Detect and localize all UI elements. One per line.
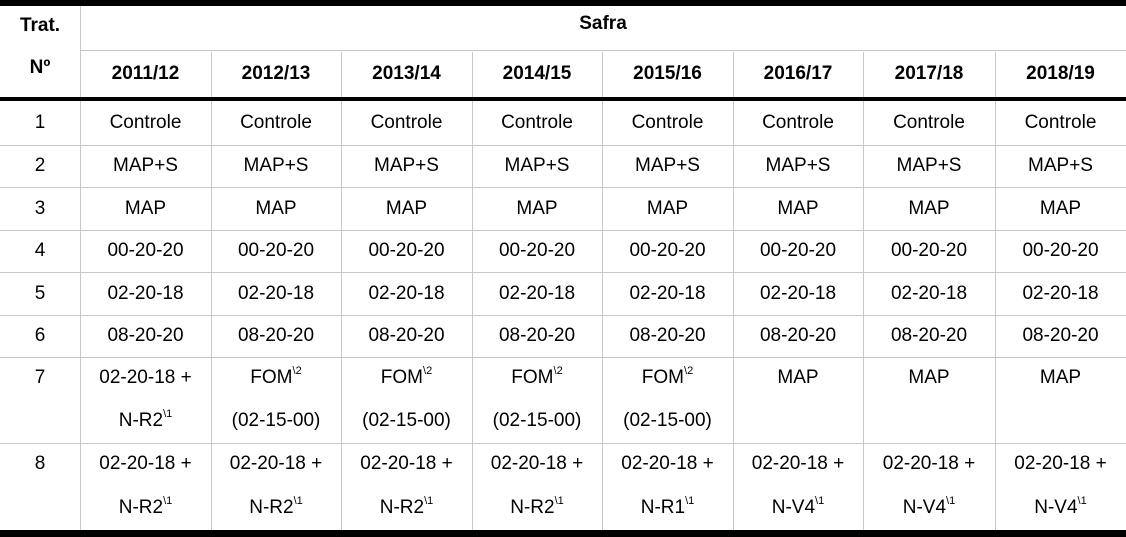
year-header: 2011/12 bbox=[111, 63, 180, 84]
cell-text: N-V4 bbox=[1034, 496, 1078, 518]
treatment-number: 6 bbox=[34, 325, 46, 346]
column-divider bbox=[211, 52, 212, 97]
table-cell-line1 bbox=[472, 443, 602, 485]
table-cell: 02-20-18 bbox=[498, 282, 576, 304]
table-cell-line2 bbox=[472, 399, 602, 443]
table-cell: 02-20-18 bbox=[629, 282, 706, 304]
table-cell: MAP bbox=[516, 197, 558, 219]
table-cell: MAP+S bbox=[1028, 155, 1093, 176]
table-cell-line1 bbox=[995, 443, 1126, 485]
footnote-marker: \2 bbox=[292, 365, 302, 377]
table-cell: Controle bbox=[370, 112, 443, 133]
table-cell: MAP bbox=[385, 197, 428, 219]
footnote-marker: \1 bbox=[1077, 494, 1087, 507]
table-cell: 02-20-18 bbox=[759, 282, 837, 304]
table-cell: MAP+S bbox=[504, 155, 570, 176]
footnote-marker: \1 bbox=[163, 408, 173, 420]
treatment-number: 7 bbox=[34, 367, 46, 388]
column-divider bbox=[472, 52, 473, 97]
table-cell: 00-20-20 bbox=[498, 240, 576, 261]
table-cell: MAP bbox=[908, 367, 950, 388]
table-cell: 08-20-20 bbox=[890, 325, 968, 346]
year-header: 2015/16 bbox=[633, 63, 702, 84]
table-cell: MAP+S bbox=[374, 155, 439, 176]
footnote-marker: \1 bbox=[424, 494, 434, 507]
column-divider bbox=[995, 52, 996, 97]
cell-text: (02-15-00) bbox=[362, 410, 451, 431]
cell-text: 02-20-18 + bbox=[882, 453, 976, 474]
year-header: 2014/15 bbox=[502, 63, 572, 84]
footnote-marker: \1 bbox=[815, 494, 825, 507]
year-header: 2013/14 bbox=[372, 63, 441, 84]
year-header: 2012/13 bbox=[241, 63, 311, 84]
cell-text: FOM bbox=[380, 367, 424, 388]
table-cell-line2 bbox=[995, 485, 1126, 530]
year-header: 2017/18 bbox=[894, 63, 964, 84]
column-divider bbox=[863, 52, 864, 97]
table-cell: MAP bbox=[1039, 197, 1082, 219]
footnote-marker: \2 bbox=[553, 365, 563, 377]
cell-text: 02-20-18 + bbox=[621, 453, 714, 474]
footnote-marker: \2 bbox=[423, 365, 433, 377]
table-cell-line2 bbox=[863, 485, 995, 530]
table-cell: 02-20-18 bbox=[237, 282, 315, 304]
table-cell: MAP+S bbox=[765, 155, 831, 176]
footnote-marker: \1 bbox=[946, 494, 956, 507]
footnote-marker: \2 bbox=[684, 365, 694, 377]
column-divider bbox=[341, 52, 342, 97]
cell-text: 02-20-18 + bbox=[1014, 453, 1107, 474]
table-cell-line1 bbox=[602, 357, 733, 399]
number-header: Nº bbox=[29, 57, 51, 78]
table-cell-line1 bbox=[80, 443, 211, 485]
table-cell: 00-20-20 bbox=[759, 240, 837, 261]
table-cell-line1 bbox=[211, 443, 341, 485]
cell-text: (02-15-00) bbox=[231, 410, 321, 431]
table-cell: 00-20-20 bbox=[890, 240, 968, 261]
table-cell: Controle bbox=[762, 112, 834, 133]
table-cell: 00-20-20 bbox=[107, 240, 184, 261]
table-cell: MAP bbox=[908, 197, 950, 219]
table-cell: Controle bbox=[109, 112, 182, 133]
cell-text: N-V4 bbox=[771, 496, 816, 518]
table-cell-line2 bbox=[211, 485, 341, 530]
table-cell: Controle bbox=[631, 112, 704, 133]
table-cell: MAP bbox=[646, 197, 689, 219]
table-cell-line1 bbox=[341, 443, 472, 485]
treatment-number: 3 bbox=[34, 197, 46, 219]
table-cell: 08-20-20 bbox=[1022, 325, 1099, 346]
table-cell: 02-20-18 bbox=[890, 282, 968, 304]
table-cell: 08-20-20 bbox=[759, 325, 837, 346]
table-cell-line2 bbox=[602, 399, 733, 443]
table-cell: Controle bbox=[240, 112, 312, 133]
table-bottom-rule bbox=[0, 530, 1126, 537]
table-cell: 02-20-18 bbox=[368, 282, 445, 304]
treatment-number: 2 bbox=[34, 155, 46, 176]
cell-text: 02-20-18 + bbox=[99, 453, 192, 474]
treatment-number: 4 bbox=[34, 240, 46, 261]
treatment-number: 5 bbox=[34, 282, 46, 304]
cell-text: N-R2 bbox=[249, 496, 294, 518]
table-cell: MAP+S bbox=[635, 155, 700, 176]
cell-text: N-V4 bbox=[902, 496, 947, 518]
footnote-marker: \1 bbox=[163, 494, 173, 507]
table-cell-line2 bbox=[211, 399, 341, 443]
column-divider bbox=[733, 52, 734, 97]
table-cell: MAP bbox=[1039, 367, 1082, 388]
table-cell: MAP bbox=[777, 367, 819, 388]
table-cell-line1 bbox=[341, 357, 472, 399]
table-cell: MAP bbox=[124, 197, 167, 219]
table-cell: Controle bbox=[1024, 112, 1097, 133]
table-cell: 00-20-20 bbox=[368, 240, 445, 261]
cell-text: FOM bbox=[641, 367, 685, 388]
table-cell-line2 bbox=[733, 485, 863, 530]
table-cell: 02-20-18 bbox=[107, 282, 184, 304]
table-cell: MAP+S bbox=[113, 155, 178, 176]
cell-text: N-R2 bbox=[118, 410, 164, 431]
cell-text: N-R2 bbox=[118, 496, 164, 518]
cell-text: N-R2 bbox=[379, 496, 425, 518]
table-cell: 00-20-20 bbox=[237, 240, 315, 261]
table-cell: 08-20-20 bbox=[498, 325, 576, 346]
table-cell: 02-20-18 bbox=[1022, 282, 1099, 304]
table-cell: 08-20-20 bbox=[629, 325, 706, 346]
treatment-number: 8 bbox=[34, 453, 46, 474]
trat-header: Trat. bbox=[19, 15, 61, 36]
table-cell-line2 bbox=[341, 485, 472, 530]
cell-text: N-R1 bbox=[640, 496, 686, 518]
table-cell-line1 bbox=[733, 443, 863, 485]
cell-text: 02-20-18 + bbox=[99, 367, 192, 388]
table-cell: Controle bbox=[501, 112, 573, 133]
safra-header: Safra bbox=[579, 13, 627, 34]
cell-text: 02-20-18 + bbox=[229, 453, 323, 474]
cell-text: 02-20-18 + bbox=[751, 453, 845, 474]
table-cell: Controle bbox=[893, 112, 965, 133]
table-cell: MAP bbox=[777, 197, 819, 219]
table-cell-line1 bbox=[80, 357, 211, 399]
table-cell: MAP+S bbox=[243, 155, 309, 176]
table-cell-line2 bbox=[602, 485, 733, 530]
treatment-number: 1 bbox=[34, 112, 46, 133]
year-header: 2018/19 bbox=[1026, 63, 1095, 84]
cell-text: FOM bbox=[250, 367, 293, 388]
column-divider bbox=[602, 52, 603, 97]
cell-text: (02-15-00) bbox=[492, 410, 582, 431]
table-cell: 08-20-20 bbox=[107, 325, 184, 346]
cell-text: 02-20-18 + bbox=[490, 453, 584, 474]
table-cell: 00-20-20 bbox=[629, 240, 706, 261]
table-cell: MAP bbox=[255, 197, 297, 219]
table-cell: 08-20-20 bbox=[237, 325, 315, 346]
table-cell: 00-20-20 bbox=[1022, 240, 1099, 261]
table-cell-line1 bbox=[602, 443, 733, 485]
table-cell-line2 bbox=[472, 485, 602, 530]
cell-text: 02-20-18 + bbox=[360, 453, 453, 474]
cell-text: (02-15-00) bbox=[623, 410, 712, 431]
footnote-marker: \1 bbox=[554, 494, 564, 507]
cell-text: FOM bbox=[511, 367, 554, 388]
table-cell: 08-20-20 bbox=[368, 325, 445, 346]
cell-text: N-R2 bbox=[510, 496, 555, 518]
table-cell-line2 bbox=[80, 485, 211, 530]
year-header: 2016/17 bbox=[763, 63, 833, 84]
table-cell-line1 bbox=[472, 357, 602, 399]
footnote-marker: \1 bbox=[293, 494, 303, 507]
table-cell-line2 bbox=[80, 399, 211, 443]
footnote-marker: \1 bbox=[685, 494, 695, 507]
table-cell: MAP+S bbox=[896, 155, 962, 176]
table-cell-line2 bbox=[341, 399, 472, 443]
safra-underline bbox=[80, 50, 1126, 51]
table-cell-line1 bbox=[863, 443, 995, 485]
table-cell-line1 bbox=[211, 357, 341, 399]
